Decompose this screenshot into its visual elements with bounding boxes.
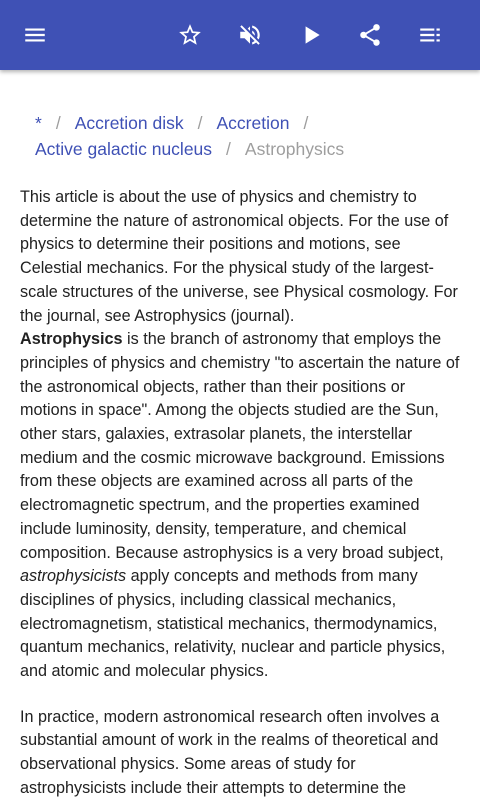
play-icon: [298, 22, 324, 48]
practice-paragraph: In practice, modern astronomical research often involves a substantial amount of work in the realms of theoretical and observational physics. Some areas of study for astrophysicists include their attempts to determine the: [20, 707, 440, 797]
breadcrumb-separator: /: [197, 113, 203, 133]
breadcrumb-separator: /: [226, 139, 231, 159]
breadcrumb-item-active-galactic-nucleus[interactable]: Active galactic nucleus: [35, 139, 213, 159]
share-button[interactable]: [346, 11, 394, 59]
play-button[interactable]: [287, 11, 335, 59]
breadcrumb-separator: /: [55, 113, 61, 133]
article-body: [20, 186, 464, 801]
article-term: Astrophysics: [20, 330, 123, 349]
breadcrumb-current: Astrophysics: [244, 139, 345, 159]
intro-text: is the branch of astronomy that employs the principles of physics and chemistry "to ascertain the nature of the astronomical objects, rather than their positions or motions in space". Among the objects studied are the Sun, other stars, galaxies, extrasolar planets, the interstellar medium and the cosmic microwave background. Emissions from these objects are examined across all parts of the electromagnetic spectrum, and the properties examined include luminosity, density, temperature, and chemical composition. Because astrophysics is a very broad subject,: [20, 330, 460, 562]
intro-text-continued: apply concepts and methods from many disciplines of physics, including classical mechanics, electromagnetism, statistical mechanics, thermodynamics, quantum mechanics, relativity, nuclear and particle physics, and atomic and molecular physics.: [20, 567, 446, 681]
playlist-icon: [417, 22, 443, 48]
breadcrumb: [35, 110, 455, 162]
volume-off-icon: [237, 22, 263, 48]
mute-button[interactable]: [226, 11, 274, 59]
breadcrumb-item-accretion-disk[interactable]: Accretion disk: [74, 113, 184, 133]
playlist-button[interactable]: [406, 11, 454, 59]
italic-term: astrophysicists: [20, 567, 127, 586]
breadcrumb-item-home[interactable]: *: [35, 113, 42, 133]
app-toolbar: [0, 0, 480, 70]
menu-button[interactable]: [11, 11, 59, 59]
hatnote: This article is about the use of physics and chemistry to determine the nature of astronomical objects. For the use of physics to determine their positions and motions, see Celestial mechanics. For the physical study of the largest-scale structures of the universe, see Physical cosmology. For the journal, see Astrophysics (journal).: [20, 188, 458, 325]
hamburger-menu-icon: [22, 22, 48, 48]
intro-paragraph: [20, 328, 464, 684]
share-icon: [357, 22, 383, 48]
breadcrumb-separator: /: [303, 113, 309, 133]
breadcrumb-item-accretion[interactable]: Accretion: [216, 113, 290, 133]
bookmark-button[interactable]: [166, 11, 214, 59]
star-outline-icon: [177, 22, 203, 48]
